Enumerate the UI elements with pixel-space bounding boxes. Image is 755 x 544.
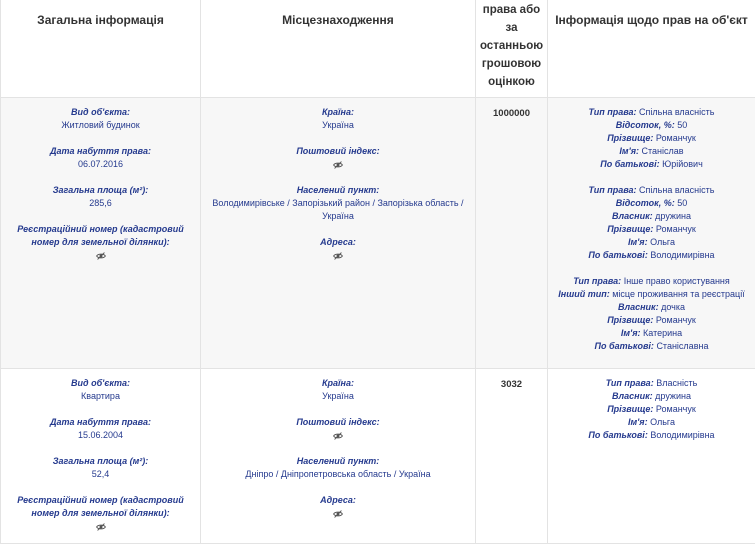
surname-value: Романчук: [656, 133, 696, 143]
total-area-value: 52,4: [5, 468, 196, 481]
hidden-eye-icon: [96, 522, 106, 532]
right-type-value: Спільна власність: [639, 107, 714, 117]
object-type-value: Квартира: [5, 390, 196, 403]
right-type-label: Тип права:: [573, 276, 621, 286]
hidden-eye-icon: [333, 431, 343, 441]
first-name-value: Катерина: [643, 328, 682, 338]
table-row: [1, 98, 755, 369]
patronymic-label: По батькові:: [588, 430, 647, 440]
address-label: Адреса:: [205, 494, 471, 507]
rights-info-cell: [548, 98, 755, 369]
owner-label: Власник:: [612, 211, 653, 221]
postal-code-label: Поштовий індекс:: [205, 145, 471, 158]
owner-value: дружина: [655, 211, 691, 221]
right-type-value: Інше право користування: [624, 276, 730, 286]
other-type-value: місце проживання та реєстрації: [612, 289, 745, 299]
total-area-value: 285,6: [5, 197, 196, 210]
rights-entry: [552, 275, 751, 353]
total-area-label: Загальна площа (м²):: [5, 455, 196, 468]
first-name-label: Ім'я:: [628, 417, 648, 427]
percent-label: Відсоток, %:: [616, 120, 675, 130]
header-rights-amount: права або за останньою грошовою оцінкою: [476, 0, 548, 98]
acquisition-date-value: 06.07.2016: [5, 158, 196, 171]
surname-label: Прізвище:: [607, 404, 653, 414]
general-info-cell: [1, 369, 201, 544]
postal-code-label: Поштовий індекс:: [205, 416, 471, 429]
acquisition-date-label: Дата набуття права:: [5, 145, 196, 158]
right-type-label: Тип права:: [589, 107, 637, 117]
hidden-eye-icon: [333, 160, 343, 170]
cadastre-number-label: Реєстраційний номер (кадастровий номер для земельної ділянки):: [5, 494, 196, 520]
first-name-value: Станіслав: [642, 146, 684, 156]
first-name-label: Ім'я:: [619, 146, 639, 156]
patronymic-label: По батькові:: [600, 159, 659, 169]
hidden-eye-icon: [96, 251, 106, 261]
owner-value: дочка: [661, 302, 685, 312]
owner-label: Власник:: [612, 391, 653, 401]
table-row: [1, 369, 755, 544]
surname-label: Прізвище:: [607, 224, 653, 234]
general-info-cell: [1, 98, 201, 369]
patronymic-value: Юрійович: [662, 159, 703, 169]
header-general-info: Загальна інформація: [1, 0, 201, 98]
settlement-label: Населений пункт:: [205, 184, 471, 197]
rights-entry: [552, 184, 751, 262]
object-type-label: Вид об'єкта:: [5, 377, 196, 390]
country-value: Україна: [205, 390, 471, 403]
hidden-eye-icon: [333, 251, 343, 261]
patronymic-value: Володимирівна: [650, 250, 714, 260]
total-area-label: Загальна площа (м²):: [5, 184, 196, 197]
percent-value: 50: [677, 120, 687, 130]
percent-label: Відсоток, %:: [616, 198, 675, 208]
acquisition-date-label: Дата набуття права:: [5, 416, 196, 429]
header-location: Місцезнаходження: [201, 0, 476, 98]
surname-value: Романчук: [656, 404, 696, 414]
patronymic-value: Станіславна: [656, 341, 708, 351]
patronymic-label: По батькові:: [595, 341, 654, 351]
right-type-label: Тип права:: [606, 378, 654, 388]
hidden-eye-icon: [333, 509, 343, 519]
cadastre-number-label: Реєстраційний номер (кадастровий номер для земельної ділянки):: [5, 223, 196, 249]
object-type-label: Вид об'єкта:: [5, 106, 196, 119]
percent-value: 50: [677, 198, 687, 208]
first-name-value: Ольга: [650, 237, 675, 247]
acquisition-date-value: 15.06.2004: [5, 429, 196, 442]
patronymic-value: Володимирівна: [650, 430, 714, 440]
owner-value: дружина: [655, 391, 691, 401]
header-rights-info: Інформація щодо прав на об'єкт: [548, 0, 755, 98]
settlement-value: Дніпро / Дніпропетровська область / Україна: [205, 468, 471, 481]
country-value: Україна: [205, 119, 471, 132]
object-type-value: Житловий будинок: [5, 119, 196, 132]
table-header-row: [1, 0, 755, 98]
location-cell: [201, 369, 476, 544]
first-name-label: Ім'я:: [628, 237, 648, 247]
amount-value: 3032: [480, 377, 543, 391]
address-label: Адреса:: [205, 236, 471, 249]
right-type-value: Власність: [656, 378, 697, 388]
amount-cell: [476, 369, 548, 544]
surname-value: Романчук: [656, 224, 696, 234]
country-label: Країна:: [205, 106, 471, 119]
settlement-label: Населений пункт:: [205, 455, 471, 468]
surname-label: Прізвище:: [607, 133, 653, 143]
right-type-label: Тип права:: [589, 185, 637, 195]
surname-label: Прізвище:: [607, 315, 653, 325]
first-name-label: Ім'я:: [621, 328, 641, 338]
surname-value: Романчук: [656, 315, 696, 325]
owner-label: Власник:: [618, 302, 659, 312]
rights-entry: [552, 377, 751, 442]
right-type-value: Спільна власність: [639, 185, 714, 195]
patronymic-label: По батькові:: [588, 250, 647, 260]
rights-info-cell: [548, 369, 755, 544]
location-cell: [201, 98, 476, 369]
settlement-value: Володимирівське / Запорізький район / Запорізька область / Україна: [205, 197, 471, 223]
other-type-label: Інший тип:: [558, 289, 609, 299]
amount-cell: [476, 98, 548, 369]
rights-entry: [552, 106, 751, 171]
amount-value: 1000000: [480, 106, 543, 120]
first-name-value: Ольга: [650, 417, 675, 427]
country-label: Країна:: [205, 377, 471, 390]
